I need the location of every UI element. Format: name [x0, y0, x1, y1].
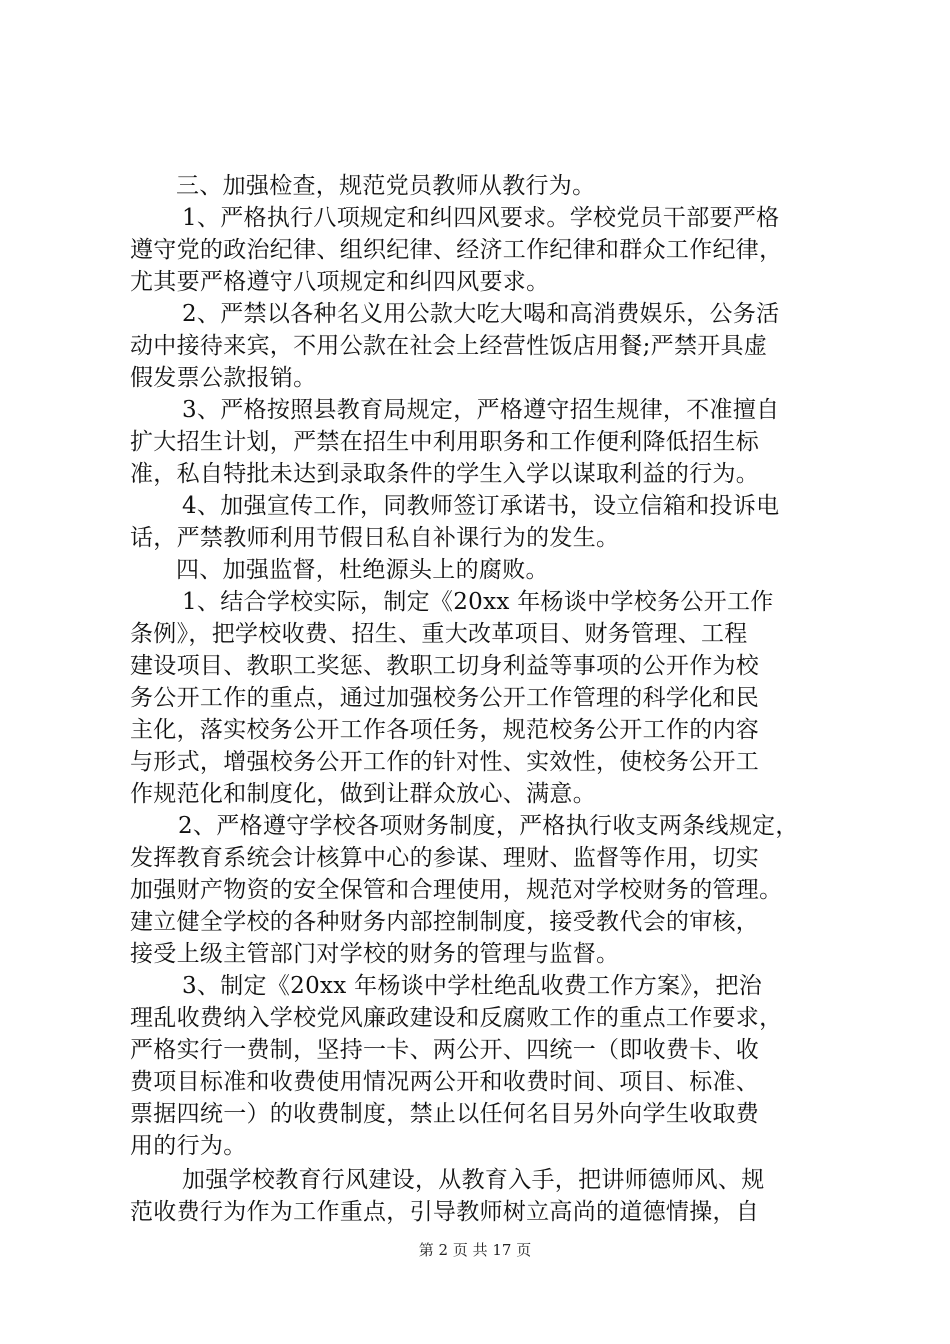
paragraph-line: 用的行为。 — [130, 1133, 247, 1159]
paragraph-line: 尤其要严格遵守八项规定和纠四风要求。 — [130, 269, 550, 295]
paragraph-line: 务公开工作的重点，通过加强校务公开工作管理的科学化和民 — [130, 685, 760, 711]
paragraph-line: 范收费行为作为工作重点，引导教师树立高尚的道德情操，自 — [130, 1199, 760, 1225]
paragraph-line: 话，严禁教师利用节假日私自补课行为的发生。 — [130, 525, 620, 551]
paragraph-line: 1、结合学校实际，制定《20xx 年杨谈中学校务公开工作 — [182, 589, 774, 615]
paragraph-line: 3、严格按照县教育局规定，严格遵守招生规律，不准擅自 — [182, 397, 780, 423]
paragraph-line: 假发票公款报销。 — [130, 365, 317, 391]
section-heading-4: 四、加强监督，杜绝源头上的腐败。 — [176, 557, 549, 583]
paragraph-line: 理乱收费纳入学校党风廉政建设和反腐败工作的重点工作要求， — [130, 1005, 783, 1031]
paragraph-line: 严格实行一费制，坚持一卡、两公开、四统一（即收费卡、收 — [130, 1037, 760, 1063]
paragraph-line: 与形式，增强校务公开工作的针对性、实效性，使校务公开工 — [130, 749, 760, 775]
page-footer: 第 2 页 共 17 页 — [418, 1241, 532, 1259]
paragraph-line: 条例》，把学校收费、招生、重大改革项目、财务管理、工程 — [130, 621, 748, 647]
paragraph-line: 准，私自特批未达到录取条件的学生入学以谋取利益的行为。 — [130, 461, 760, 487]
section-heading-3: 三、加强检查，规范党员教师从教行为。 — [176, 173, 596, 199]
paragraph-line: 加强学校教育行风建设，从教育入手，把讲师德师风、规 — [182, 1167, 765, 1193]
paragraph-line: 4、加强宣传工作，同教师签订承诺书，设立信箱和投诉电 — [182, 493, 780, 519]
paragraph-line: 扩大招生计划，严禁在招生中利用职务和工作便利降低招生标 — [130, 429, 760, 455]
paragraph-line: 发挥教育系统会计核算中心的参谋、理财、监督等作用，切实 — [130, 845, 760, 871]
paragraph-line: 建立健全学校的各种财务内部控制制度，接受教代会的审核， — [130, 909, 760, 935]
paragraph-line: 3、制定《20xx 年杨谈中学杜绝乱收费工作方案》，把治 — [182, 973, 763, 999]
paragraph-line: 1、严格执行八项规定和纠四风要求。学校党员干部要严格 — [182, 205, 780, 231]
paragraph-line: 作规范化和制度化，做到让群众放心、满意。 — [130, 781, 596, 807]
paragraph-line: 主化，落实校务公开工作各项任务，规范校务公开工作的内容 — [130, 717, 760, 743]
paragraph-line: 建设项目、教职工奖惩、教职工切身利益等事项的公开作为校 — [130, 653, 760, 679]
paragraph-line: 动中接待来宾，不用公款在社会上经营性饭店用餐;严禁开具虚 — [130, 333, 768, 359]
paragraph-line: 2、严格遵守学校各项财务制度，严格执行收支两条线规定， — [178, 813, 799, 839]
paragraph-line: 接受上级主管部门对学校的财务的管理与监督。 — [130, 941, 620, 967]
paragraph-line: 费项目标准和收费使用情况两公开和收费时间、项目、标准、 — [130, 1069, 760, 1095]
paragraph-line: 遵守党的政治纪律、组织纪律、经济工作纪律和群众工作纪律， — [130, 237, 783, 263]
paragraph-line: 票据四统一）的收费制度，禁止以任何名目另外向学生收取费 — [130, 1101, 760, 1127]
document-body — [130, 170, 830, 1228]
paragraph-line: 2、严禁以各种名义用公款大吃大喝和高消费娱乐，公务活 — [182, 301, 780, 327]
paragraph-line: 加强财产物资的安全保管和合理使用，规范对学校财务的管理。 — [130, 877, 783, 903]
